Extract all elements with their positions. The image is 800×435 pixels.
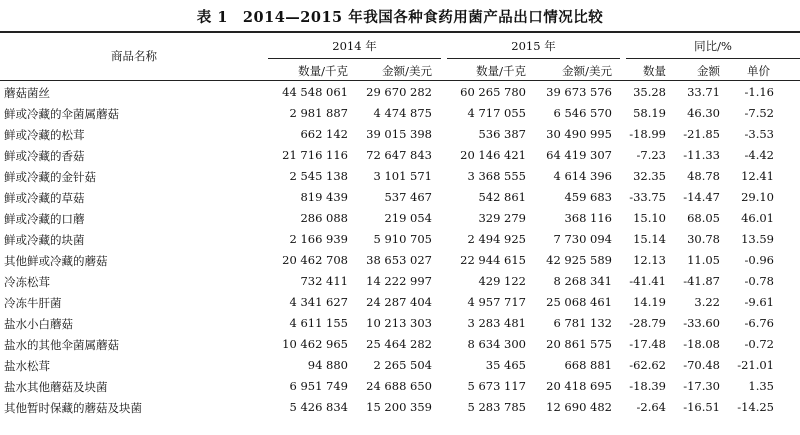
qty-2015-cell: 4 717 055 — [467, 106, 526, 120]
amount-2015-cell: 668 881 — [564, 358, 612, 372]
amount-2014-cell: 2 265 504 — [373, 358, 432, 372]
qty-2014-cell: 5 426 834 — [289, 400, 348, 414]
amount-2015-cell: 368 116 — [564, 211, 612, 225]
yoy-amount-cell: -70.48 — [683, 358, 720, 372]
yoy-price-cell: 12.41 — [741, 169, 774, 183]
product-name-cell: 蘑菇菌丝 — [4, 86, 50, 100]
qty-2014-cell: 819 439 — [300, 190, 348, 204]
amount-2015-cell: 25 068 461 — [546, 295, 612, 309]
qty-2014-cell: 662 142 — [300, 127, 348, 141]
amount-2014-cell: 4 474 875 — [373, 106, 432, 120]
table-row — [0, 271, 800, 292]
qty-2015-cell: 60 265 780 — [460, 85, 526, 99]
yoy-qty-cell: 58.19 — [633, 106, 666, 120]
yoy-amount-cell: -11.33 — [683, 148, 720, 162]
header-yoy-price: 单价 — [747, 64, 770, 78]
yoy-price-cell: 13.59 — [741, 232, 774, 246]
table-row — [0, 313, 800, 334]
qty-2015-cell: 4 957 717 — [467, 295, 526, 309]
table-row — [0, 355, 800, 376]
yoy-qty-cell: -28.79 — [629, 316, 666, 330]
table-row — [0, 229, 800, 250]
yoy-amount-cell: -14.47 — [683, 190, 720, 204]
qty-2014-cell: 20 462 708 — [282, 253, 348, 267]
qty-2014-cell: 94 880 — [307, 358, 348, 372]
yoy-qty-cell: -41.41 — [629, 274, 666, 288]
header-yoy-amount: 金额 — [697, 64, 720, 78]
amount-2015-cell: 12 690 482 — [546, 400, 612, 414]
product-name-cell: 鲜或冷藏的松茸 — [4, 128, 85, 142]
subheader-rule-2014 — [268, 58, 441, 59]
qty-2015-cell: 5 283 785 — [467, 400, 526, 414]
table-row — [0, 82, 800, 103]
yoy-qty-cell: 14.19 — [633, 295, 666, 309]
qty-2015-cell: 3 283 481 — [467, 316, 526, 330]
header-2014-amount: 金额/美元 — [382, 64, 432, 78]
qty-2015-cell: 429 122 — [478, 274, 526, 288]
qty-2014-cell: 6 951 749 — [289, 379, 348, 393]
yoy-price-cell: -9.61 — [744, 295, 774, 309]
yoy-qty-cell: -62.62 — [629, 358, 666, 372]
amount-2014-cell: 537 467 — [384, 190, 432, 204]
amount-2015-cell: 20 861 575 — [546, 337, 612, 351]
amount-2014-cell: 3 101 571 — [373, 169, 432, 183]
yoy-price-cell: -4.42 — [744, 148, 774, 162]
qty-2014-cell: 21 716 116 — [282, 148, 348, 162]
amount-2014-cell: 14 222 997 — [366, 274, 432, 288]
amount-2014-cell: 219 054 — [384, 211, 432, 225]
product-name-cell: 盐水的其他伞菌属蘑菇 — [4, 338, 119, 352]
amount-2014-cell: 15 200 359 — [366, 400, 432, 414]
amount-2014-cell: 29 670 282 — [366, 85, 432, 99]
qty-2015-cell: 35 465 — [485, 358, 526, 372]
product-name-cell: 鲜或冷藏的伞菌属蘑菇 — [4, 107, 119, 121]
header-year-2015: 2015 年 — [511, 39, 556, 53]
header-2014-qty: 数量/千克 — [298, 64, 348, 78]
qty-2014-cell: 732 411 — [300, 274, 348, 288]
table-row — [0, 376, 800, 397]
qty-2014-cell: 4 341 627 — [289, 295, 348, 309]
table-top-rule — [0, 31, 800, 33]
yoy-amount-cell: -18.08 — [683, 337, 720, 351]
yoy-qty-cell: -18.39 — [629, 379, 666, 393]
qty-2014-cell: 44 548 061 — [282, 85, 348, 99]
amount-2014-cell: 24 688 650 — [366, 379, 432, 393]
product-name-cell: 盐水小白蘑菇 — [4, 317, 73, 331]
amount-2015-cell: 42 925 589 — [546, 253, 612, 267]
qty-2015-cell: 542 861 — [478, 190, 526, 204]
yoy-price-cell: -21.01 — [737, 358, 774, 372]
amount-2015-cell: 8 268 341 — [553, 274, 612, 288]
amount-2014-cell: 24 287 404 — [366, 295, 432, 309]
table-row — [0, 334, 800, 355]
yoy-price-cell: -0.72 — [744, 337, 774, 351]
amount-2014-cell: 5 910 705 — [373, 232, 432, 246]
yoy-amount-cell: 68.05 — [687, 211, 720, 225]
yoy-amount-cell: -41.87 — [683, 274, 720, 288]
amount-2015-cell: 20 418 695 — [546, 379, 612, 393]
yoy-amount-cell: 30.78 — [687, 232, 720, 246]
yoy-amount-cell: 3.22 — [694, 295, 720, 309]
qty-2015-cell: 20 146 421 — [460, 148, 526, 162]
yoy-price-cell: -0.96 — [744, 253, 774, 267]
header-year-2014: 2014 年 — [332, 39, 377, 53]
yoy-qty-cell: 12.13 — [633, 253, 666, 267]
qty-2015-cell: 2 494 925 — [467, 232, 526, 246]
qty-2015-cell: 3 368 555 — [467, 169, 526, 183]
yoy-qty-cell: -2.64 — [636, 400, 666, 414]
header-yoy: 同比/% — [694, 39, 732, 53]
yoy-price-cell: -14.25 — [737, 400, 774, 414]
yoy-amount-cell: -33.60 — [683, 316, 720, 330]
amount-2015-cell: 7 730 094 — [553, 232, 612, 246]
qty-2014-cell: 2 545 138 — [289, 169, 348, 183]
table-row — [0, 397, 800, 418]
yoy-amount-cell: 33.71 — [687, 85, 720, 99]
product-name-cell: 盐水其他蘑菇及块菌 — [4, 380, 108, 394]
qty-2015-cell: 536 387 — [478, 127, 526, 141]
yoy-amount-cell: 48.78 — [687, 169, 720, 183]
yoy-qty-cell: -33.75 — [629, 190, 666, 204]
amount-2015-cell: 30 490 995 — [546, 127, 612, 141]
amount-2015-cell: 459 683 — [564, 190, 612, 204]
amount-2015-cell: 6 546 570 — [553, 106, 612, 120]
qty-2014-cell: 4 611 155 — [289, 316, 348, 330]
product-name-cell: 鲜或冷藏的块菌 — [4, 233, 85, 247]
yoy-price-cell: -3.53 — [744, 127, 774, 141]
yoy-amount-cell: 46.30 — [687, 106, 720, 120]
header-2015-qty: 数量/千克 — [476, 64, 526, 78]
qty-2015-cell: 8 634 300 — [467, 337, 526, 351]
header-product-name: 商品名称 — [111, 49, 157, 63]
yoy-qty-cell: 15.14 — [633, 232, 666, 246]
product-name-cell: 冷冻牛肝菌 — [4, 296, 62, 310]
yoy-qty-cell: 35.28 — [633, 85, 666, 99]
amount-2014-cell: 25 464 282 — [366, 337, 432, 351]
amount-2014-cell: 10 213 303 — [366, 316, 432, 330]
amount-2015-cell: 6 781 132 — [553, 316, 612, 330]
yoy-amount-cell: -17.30 — [683, 379, 720, 393]
yoy-amount-cell: -21.85 — [683, 127, 720, 141]
amount-2014-cell: 39 015 398 — [366, 127, 432, 141]
yoy-qty-cell: 32.35 — [633, 169, 666, 183]
yoy-qty-cell: 15.10 — [633, 211, 666, 225]
product-name-cell: 鲜或冷藏的金针菇 — [4, 170, 96, 184]
table-row — [0, 187, 800, 208]
qty-2015-cell: 5 673 117 — [467, 379, 526, 393]
qty-2015-cell: 329 279 — [478, 211, 526, 225]
yoy-price-cell: -1.16 — [744, 85, 774, 99]
yoy-price-cell: 1.35 — [748, 379, 774, 393]
qty-2014-cell: 2 981 887 — [289, 106, 348, 120]
qty-2014-cell: 10 462 965 — [282, 337, 348, 351]
yoy-amount-cell: -16.51 — [683, 400, 720, 414]
table-row — [0, 145, 800, 166]
amount-2015-cell: 64 419 307 — [546, 148, 612, 162]
qty-2014-cell: 286 088 — [300, 211, 348, 225]
product-name-cell: 其他鲜或冷藏的蘑菇 — [4, 254, 108, 268]
product-name-cell: 其他暂时保藏的蘑菇及块菌 — [4, 401, 142, 415]
subheader-rule-yoy — [626, 58, 800, 59]
header-2015-amount: 金额/美元 — [562, 64, 612, 78]
table-row — [0, 166, 800, 187]
yoy-price-cell: -6.76 — [744, 316, 774, 330]
yoy-price-cell: 29.10 — [741, 190, 774, 204]
yoy-price-cell: -7.52 — [744, 106, 774, 120]
qty-2015-cell: 22 944 615 — [460, 253, 526, 267]
yoy-qty-cell: -18.99 — [629, 127, 666, 141]
table-row — [0, 124, 800, 145]
qty-2014-cell: 2 166 939 — [289, 232, 348, 246]
product-name-cell: 鲜或冷藏的口蘑 — [4, 212, 85, 226]
product-name-cell: 冷冻松茸 — [4, 275, 50, 289]
product-name-cell: 鲜或冷藏的草菇 — [4, 191, 85, 205]
table-title: 表 1 2014—2015 年我国各种食药用菌产品出口情况比较 — [196, 9, 604, 26]
product-name-cell: 鲜或冷藏的香菇 — [4, 149, 85, 163]
amount-2015-cell: 39 673 576 — [546, 85, 612, 99]
product-name-cell: 盐水松茸 — [4, 359, 50, 373]
yoy-qty-cell: -7.23 — [636, 148, 666, 162]
yoy-amount-cell: 11.05 — [687, 253, 720, 267]
header-bottom-rule — [0, 80, 800, 81]
amount-2014-cell: 72 647 843 — [366, 148, 432, 162]
yoy-price-cell: 46.01 — [741, 211, 774, 225]
table-row — [0, 103, 800, 124]
table-row — [0, 208, 800, 229]
header-yoy-qty: 数量 — [643, 64, 666, 78]
table-row — [0, 250, 800, 271]
table-row — [0, 292, 800, 313]
subheader-rule-2015 — [447, 58, 620, 59]
amount-2014-cell: 38 653 027 — [366, 253, 432, 267]
amount-2015-cell: 4 614 396 — [553, 169, 612, 183]
yoy-price-cell: -0.78 — [744, 274, 774, 288]
yoy-qty-cell: -17.48 — [629, 337, 666, 351]
